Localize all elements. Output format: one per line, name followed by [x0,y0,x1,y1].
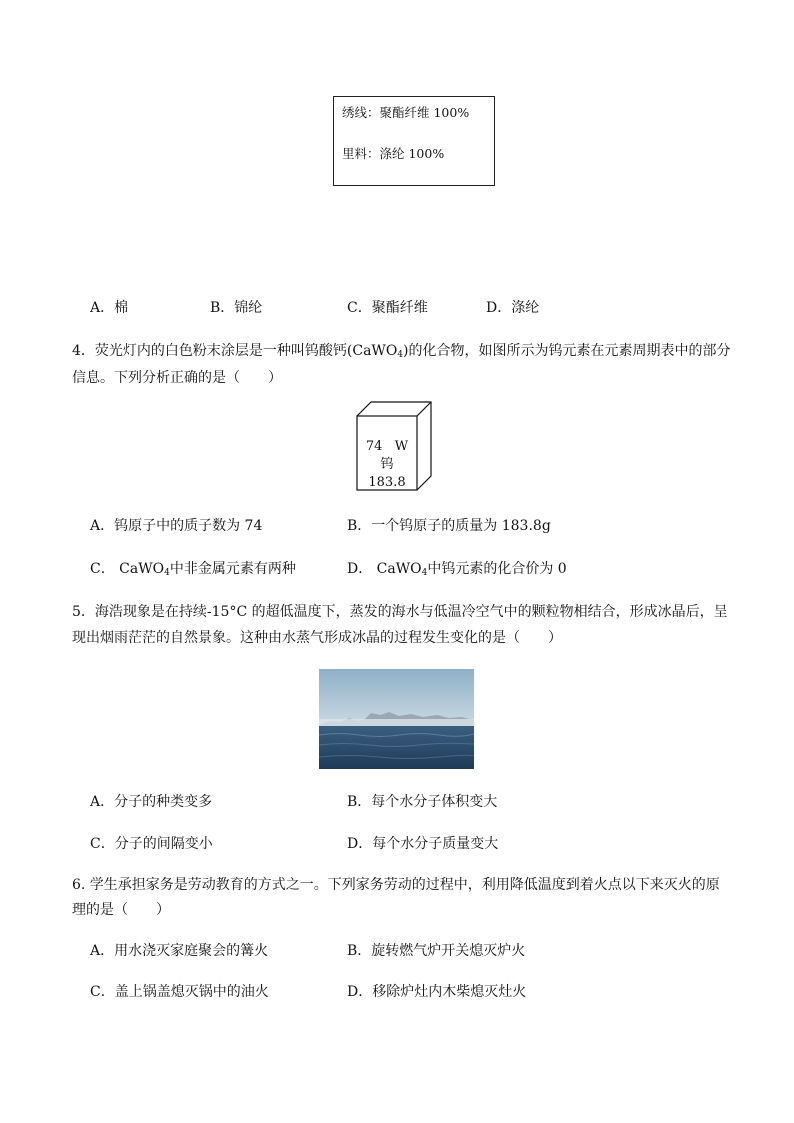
q3-option-a[interactable]: A．棉 [90,300,129,316]
q3-option-c[interactable]: C．聚酯纤维 [347,300,428,316]
clothing-label-card [333,96,495,186]
q5-stem-line1: 5．海浩现象是在持续-15°C 的超低温度下，蒸发的海水与低温冷空气中的颗粒物相结合，形成冰晶后，呈 [72,604,728,620]
sea-smoke-photo [319,669,474,769]
q4-option-c[interactable]: C． CaWO$_4$中非金属元素有两种 [90,561,296,578]
q6-option-c[interactable]: C．盖上锅盖熄灭锅中的油火 [90,984,269,1000]
label-line-thread: 绣线：聚酯纤维 100% [342,105,470,120]
q4-stem-line1: 4．荧光灯内的白色粉末涂层是一种叫钨酸钙(CaWO$_4$)的化合物，如图所示为钨元素在元素周期表中的部分 [72,343,731,360]
q3-option-d[interactable]: D．涤纶 [486,300,540,316]
q5-option-d[interactable]: D．每个水分子质量变大 [347,836,499,852]
q5-option-a[interactable]: A．分子的种类变多 [90,794,213,810]
q5-option-c[interactable]: C．分子的间隔变小 [90,836,213,852]
element-name: 钨 [380,457,394,472]
q6-option-d[interactable]: D．移除炉灶内木柴熄灭灶火 [347,984,527,1000]
q4-stem-line2: 信息。下列分析正确的是（ ） [72,370,282,386]
q5-option-b[interactable]: B．每个水分子体积变大 [347,794,498,810]
element-atomic-number: 74 [365,439,383,454]
q5-stem-line2: 现出烟雨茫茫的自然景象。这种由水蒸气形成冰晶的过程发生变化的是（ ） [72,630,562,646]
q4-option-a[interactable]: A．钨原子中的质子数为 74 [90,518,263,534]
q3-option-b[interactable]: B．锦纶 [210,300,263,316]
element-atomic-mass: 183.8 [368,475,406,490]
element-tile-diagram [355,400,433,492]
q6-stem-line2: 理的是（ ） [72,902,170,918]
q6-stem-line1: 6. 学生承担家务是劳动教育的方式之一。下列家务劳动的过程中，利用降低温度到着火点以下来灭火的原 [72,877,720,893]
element-symbol: W [394,439,409,454]
q4-option-b[interactable]: B．一个钨原子的质量为 183.8g [347,518,551,534]
q6-option-b[interactable]: B．旋转燃气炉开关熄灭炉火 [347,943,526,959]
q4-option-d[interactable]: D． CaWO$_4$中钨元素的化合价为 0 [347,561,567,578]
label-line-lining: 里料：涤纶 100% [342,146,445,161]
q6-option-a[interactable]: A．用水浇灭家庭聚会的篝火 [90,943,269,959]
